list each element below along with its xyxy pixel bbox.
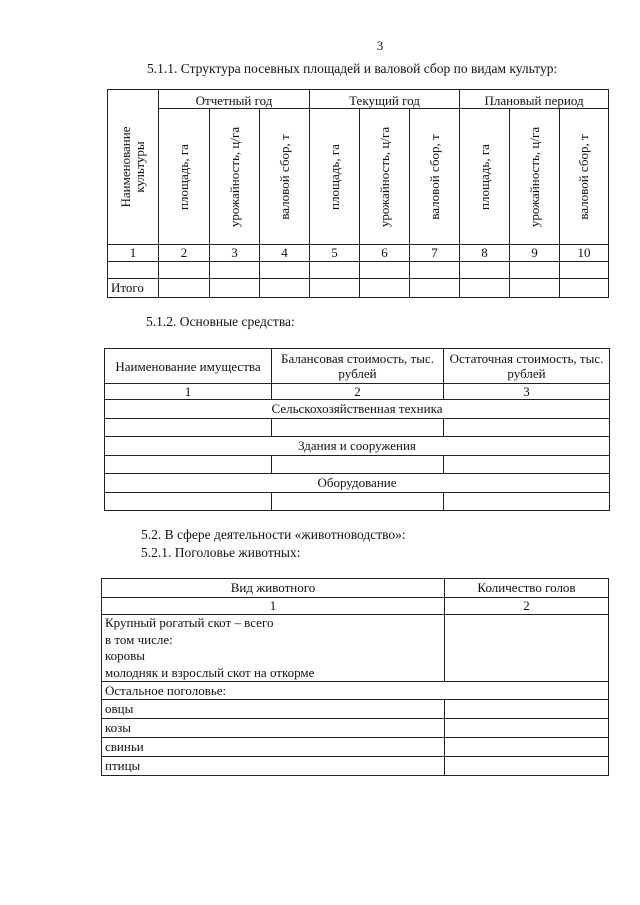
- col-header-crop-name: Наименование культуры: [108, 90, 159, 245]
- cattle-row: [102, 615, 609, 682]
- section-agri-machinery: Сельскохозяйственная техника: [105, 400, 610, 419]
- col-header-yield: урожайность, ц/га: [510, 109, 560, 245]
- animal-row: [102, 738, 609, 757]
- column-number-row: [102, 598, 609, 615]
- col-header-yield: урожайность, ц/га: [360, 109, 410, 245]
- col-header-property-name: Наименование имущества: [105, 349, 272, 384]
- animal-row: [102, 719, 609, 738]
- group-header-planned-period: Плановый период: [460, 90, 609, 109]
- other-livestock-row: [102, 682, 609, 700]
- col-header-residual-value: Остаточная стоимость, тыс. рублей: [444, 349, 610, 384]
- animal-label-sheep: овцы: [102, 700, 445, 719]
- empty-row: [108, 262, 609, 279]
- column-number-row: [105, 384, 610, 400]
- cattle-label: Крупный рогатый скот – всего в том числе: коровы молодняк и взрослый скот на откорме: [102, 615, 445, 682]
- col-header-area: площадь, га: [310, 109, 360, 245]
- animal-label-goats: козы: [102, 719, 445, 738]
- empty-row: [105, 456, 610, 474]
- animal-row: [102, 757, 609, 776]
- column-number: 4: [260, 245, 310, 262]
- column-number: 2: [445, 598, 609, 615]
- column-number: 9: [510, 245, 560, 262]
- column-number: 2: [272, 384, 444, 400]
- heading-5-1-1: 5.1.1. Структура посевных площадей и валовой сбор по видам культур:: [147, 61, 558, 76]
- column-number: 1: [102, 598, 445, 615]
- fixed-assets-table: [104, 348, 610, 511]
- empty-row: [105, 493, 610, 511]
- column-number: 3: [444, 384, 610, 400]
- animal-label-poultry: птицы: [102, 757, 445, 776]
- heading-5-2: 5.2. В сфере деятельности «животноводство»:: [141, 527, 406, 542]
- animal-row: [102, 700, 609, 719]
- column-number: 1: [105, 384, 272, 400]
- other-livestock-label: Остальное поголовье:: [102, 682, 609, 700]
- column-number: 2: [159, 245, 210, 262]
- column-number: 10: [560, 245, 609, 262]
- col-header-gross-harvest: валовой сбор, т: [410, 109, 460, 245]
- column-number-row: [108, 245, 609, 262]
- group-header-current-year: Текущий год: [310, 90, 460, 109]
- column-number: 5: [310, 245, 360, 262]
- section-buildings: Здания и сооружения: [105, 437, 610, 456]
- column-number: 6: [360, 245, 410, 262]
- section-equipment: Оборудование: [105, 474, 610, 493]
- group-header-reporting-year: Отчетный год: [159, 90, 310, 109]
- col-header-gross-harvest: валовой сбор, т: [560, 109, 609, 245]
- col-header-head-count: Количество голов: [445, 579, 609, 598]
- empty-row: [105, 419, 610, 437]
- total-row: [108, 279, 609, 298]
- crops-table: [107, 89, 609, 298]
- page-number: 3: [376, 38, 384, 53]
- animal-label-pigs: свиньи: [102, 738, 445, 757]
- total-label: Итого: [108, 279, 159, 298]
- column-number: 7: [410, 245, 460, 262]
- livestock-table: [101, 578, 609, 776]
- column-number: 8: [460, 245, 510, 262]
- col-header-book-value: Балансовая стоимость, тыс. рублей: [272, 349, 444, 384]
- col-header-area: площадь, га: [460, 109, 510, 245]
- heading-5-1-2: 5.1.2. Основные средства:: [146, 314, 295, 329]
- col-header-gross-harvest: валовой сбор, т: [260, 109, 310, 245]
- col-header-yield: урожайность, ц/га: [210, 109, 260, 245]
- col-header-area: площадь, га: [159, 109, 210, 245]
- column-number: 1: [108, 245, 159, 262]
- heading-5-2-1: 5.2.1. Поголовье животных:: [141, 545, 301, 560]
- col-header-animal-type: Вид животного: [102, 579, 445, 598]
- column-number: 3: [210, 245, 260, 262]
